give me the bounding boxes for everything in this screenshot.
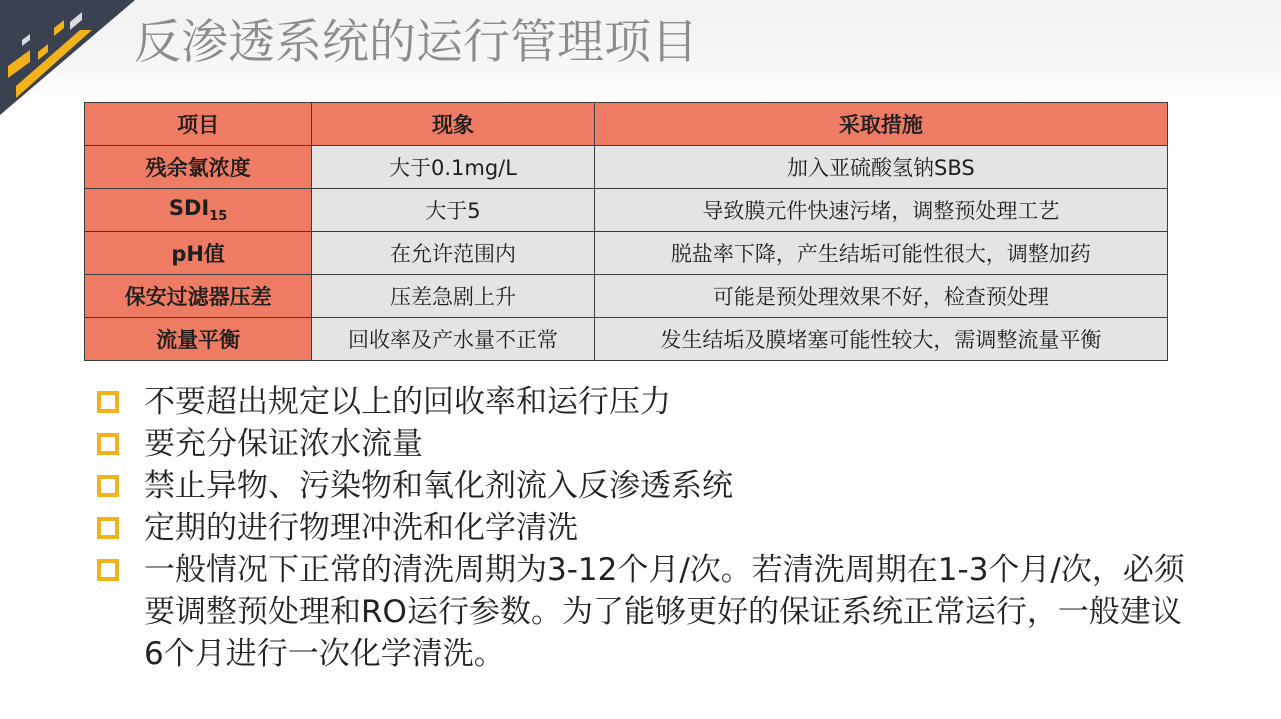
row-phenomenon: 在允许范围内 [312,232,595,275]
header-phenomenon: 现象 [312,103,595,146]
bullet-text: 一般情况下正常的清洗周期为3-12个月/次。若清洗周期在1-3个月/次，必须要调整预处理和RO运行参数。为了能够更好的保证系统正常运行，一般建议6个月进行一次化学清洗。 [144,552,1185,672]
row-phenomenon: 大于5 [312,189,595,232]
row-item-label: pH值 [171,242,225,266]
row-item-label: SDI [168,195,210,220]
row-item [85,189,312,232]
row-measure: 发生结垢及膜堵塞可能性较大，需调整流量平衡 [594,318,1167,361]
row-phenomenon: 回收率及产水量不正常 [312,318,595,361]
row-measure: 导致膜元件快速污堵，调整预处理工艺 [594,189,1167,232]
bullet-text: 禁止异物、污染物和氧化剂流入反渗透系统 [144,468,733,504]
table-row [85,232,1168,275]
list-item [97,465,1207,507]
row-phenomenon: 大于0.1mg/L [312,146,595,189]
operation-table [84,102,1168,361]
row-item-label: 保安过滤器压差 [124,285,272,309]
row-item-label: 残余氯浓度 [145,156,251,180]
square-bullet-icon [97,391,119,413]
bullet-text: 不要超出规定以上的回收率和运行压力 [144,384,671,420]
list-item [97,423,1207,465]
row-item [85,318,312,361]
square-bullet-icon [97,475,119,497]
table-row [85,189,1168,232]
table-row [85,146,1168,189]
square-bullet-icon [97,559,119,581]
row-item [85,146,312,189]
table-header-row [85,103,1168,146]
row-item-subscript: 15 [209,209,228,225]
bullet-list [97,381,1207,675]
header-measure: 采取措施 [594,103,1167,146]
header-item: 项目 [85,103,312,146]
row-item [85,275,312,318]
corner-logo [0,0,135,115]
row-measure: 加入亚硫酸氢钠SBS [594,146,1167,189]
row-measure: 可能是预处理效果不好，检查预处理 [594,275,1167,318]
table-row [85,275,1168,318]
bullet-text: 要充分保证浓水流量 [144,426,423,462]
list-item [97,507,1207,549]
list-item [97,549,1207,675]
square-bullet-icon [97,517,119,539]
list-item [97,381,1207,423]
square-bullet-icon [97,433,119,455]
table-row [85,318,1168,361]
page-title: 反渗透系统的运行管理项目 [134,15,698,70]
bullet-text: 定期的进行物理冲洗和化学清洗 [144,510,578,546]
row-measure: 脱盐率下降，产生结垢可能性很大，调整加药 [594,232,1167,275]
row-item-label: 流量平衡 [156,328,241,352]
row-phenomenon: 压差急剧上升 [312,275,595,318]
row-item [85,232,312,275]
